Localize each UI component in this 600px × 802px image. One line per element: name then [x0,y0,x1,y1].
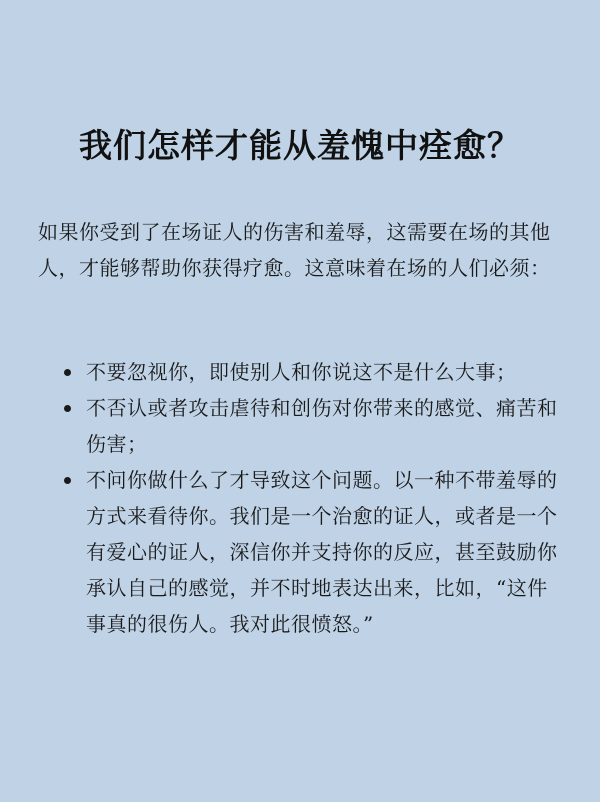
list-item [38,462,568,642]
bullet-dot-icon [64,405,71,412]
list-item-text: 不否认或者攻击虐待和创伤对你带来的感觉、痛苦和伤害； [86,396,558,456]
list-item [38,390,568,462]
list-item-text: 不要忽视你，即使别人和你说这不是什么大事； [86,360,517,384]
page-title: 我们怎样才能从羞愧中痊愈？ [79,126,521,165]
bullet-list [38,354,568,642]
bullet-dot-icon [64,369,71,376]
bullet-dot-icon [64,477,71,484]
list-item-text: 不问你做什么了才导致这个问题。以一种不带羞辱的方式来看待你。我们是一个治愈的证人，或者是一个有爱心的证人，深信你并支持你的反应，甚至鼓励你承认自己的感觉，并不时地表达出来，比如，“这件事真的很伤人。我对此很愤怒。” [86,468,558,636]
list-item [38,354,568,390]
intro-paragraph: 如果你受到了在场证人的伤害和羞辱，这需要在场的其他人，才能够帮助你获得疗愈。这意味着在场的人们必须： [38,220,551,280]
